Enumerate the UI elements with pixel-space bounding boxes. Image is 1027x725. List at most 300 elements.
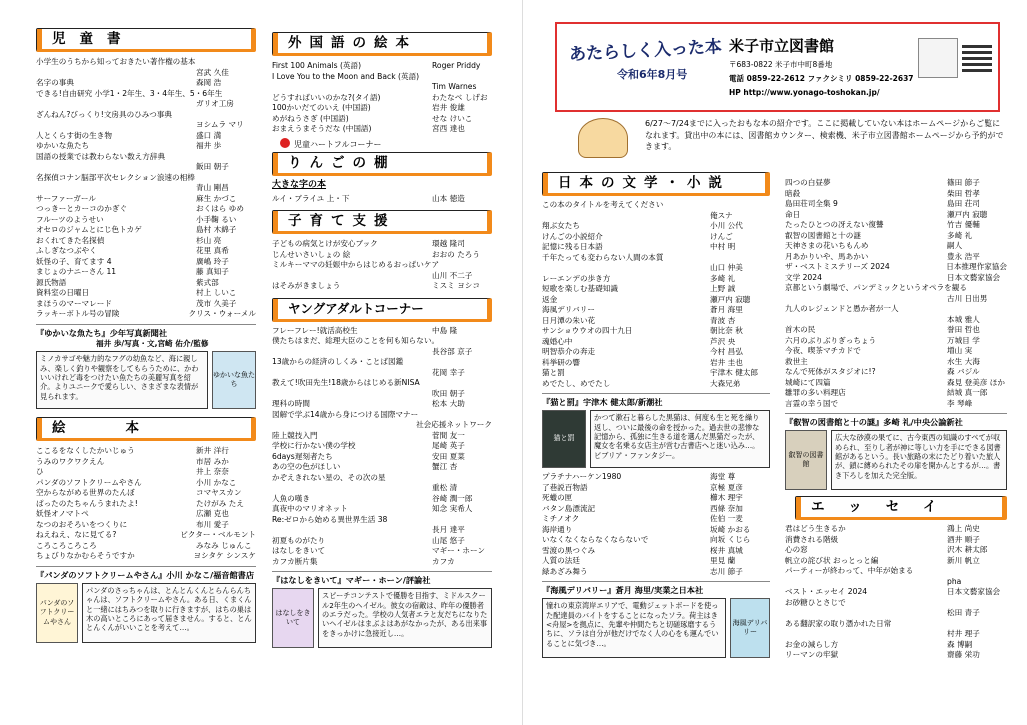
book-author: 豊永 浩平 [947, 251, 980, 261]
book-author: 山本 徳造 [432, 193, 465, 203]
book-author: 森 バジル [947, 367, 980, 376]
book-entry [272, 462, 492, 473]
book-title: ルイ・ブライユ 上・下 [272, 193, 350, 203]
section-header-jido [36, 28, 256, 52]
book-title: 人とくらす街の生き物 [36, 130, 112, 140]
book-title: 島田荘司全集 9 [785, 199, 838, 208]
book-entry [36, 141, 256, 152]
book-title: ゆかいな魚たち [36, 141, 90, 150]
book-title: 言霊の幸う国で [785, 398, 839, 408]
book-entry [272, 114, 492, 125]
book-author: 桜井 真城 [710, 545, 743, 555]
right-column-a [542, 172, 770, 658]
book-entry [785, 524, 1007, 535]
book-author: 飯田 朝子 [196, 162, 229, 171]
book-entry [785, 545, 1007, 556]
ringo-list [272, 194, 492, 205]
book-author: 麻生 かづこ [196, 193, 237, 203]
book-title: 緑あざみ舞う [542, 566, 588, 576]
book-entry [542, 483, 770, 494]
book-title: なつのおそろいをつくりに [36, 519, 128, 529]
section-title: エッセイ [811, 498, 961, 515]
feature-umikaze [542, 581, 770, 658]
book-title: 救世主 [785, 356, 808, 366]
book-author: 杉山 亮 [196, 235, 222, 245]
book-cover-image: はなしをきいて [272, 588, 314, 648]
book-title: 死蠟の匣 [542, 493, 573, 503]
book-title: はなしをきいて [272, 546, 326, 556]
book-author: 長谷部 京子 [432, 346, 473, 356]
feature-heading: 『叡智の図書館と十の謎』多崎 礼/中央公論新社 [785, 417, 963, 427]
book-author: 京極 夏彦 [710, 482, 743, 492]
book-entry [542, 263, 770, 274]
book-title: 首木の民 [785, 325, 816, 334]
book-entry [785, 189, 1007, 200]
book-title: なんで死体がスタジオに!? [785, 367, 876, 376]
book-entry [272, 103, 492, 114]
book-author: 廣嶋 玲子 [196, 256, 229, 266]
book-author: 紫式部 [196, 277, 219, 287]
book-title: 100かいだてのいえ (中国語) [272, 103, 371, 112]
book-author: 俺スナ [710, 210, 733, 220]
book-author: 古川 日出男 [947, 293, 988, 303]
book-title: けんごの小説紹介 [542, 231, 603, 241]
book-author: マギー・ホーン [432, 546, 486, 556]
feature-heading: 『はなしをきいて』マギー・ホーン/評論社 [272, 575, 431, 586]
book-title: 真夜中のマリオネット [272, 504, 348, 514]
book-title [785, 315, 947, 326]
book-entry [542, 379, 770, 390]
book-entry [785, 388, 1007, 399]
book-title [272, 271, 432, 282]
book-entry [36, 120, 256, 131]
feature-yukai [36, 324, 256, 410]
book-author: 櫛木 理宇 [710, 493, 743, 503]
book-author: けんご [710, 231, 733, 241]
bungaku-list-cont [542, 472, 770, 577]
book-author: 盛口 満 [196, 130, 222, 140]
book-entry [36, 225, 256, 236]
book-author: 志川 節子 [710, 566, 743, 576]
book-author: 環越 隆司 [432, 239, 465, 249]
book-author [196, 110, 256, 121]
book-author: 万城目 学 [947, 335, 980, 345]
book-entry [542, 514, 770, 525]
book-entry [36, 257, 256, 268]
ya-list [272, 326, 492, 568]
book-entry [36, 457, 256, 468]
book-title: はそみがきましょう [272, 281, 341, 291]
book-title: 了巷説百物語 [542, 482, 588, 492]
book-title: 日月潭の朱い花 [542, 315, 596, 325]
book-author: 西條 奈加 [710, 503, 743, 513]
book-entry [36, 215, 256, 226]
book-entry [36, 183, 256, 194]
page-fold [522, 0, 523, 725]
feature-heading: 『ゆかいな魚たち』少年写真新聞社 [36, 327, 168, 338]
book-author: 齋藤 栄功 [947, 650, 980, 660]
book-entry [272, 72, 492, 83]
book-entry [785, 283, 1007, 294]
book-title: 城崎にて四篇 [785, 377, 831, 387]
heartful-label: 児童ハートフルコーナー [294, 139, 382, 149]
book-author [196, 152, 256, 163]
book-author: 谷崎 潤一郎 [432, 493, 473, 503]
book-entry [272, 357, 492, 368]
book-entry [36, 551, 256, 562]
book-author: 沢木 耕太郎 [947, 545, 988, 555]
book-title: ふしぎなつぶやく [36, 246, 97, 255]
book-author: Tim Warnes [432, 82, 477, 91]
book-title: 九人のレジェンドと愚か者が一人 [785, 304, 899, 313]
book-title: 初夏ものがたり [272, 535, 326, 545]
book-entry [542, 221, 770, 232]
book-entry [272, 452, 492, 463]
newsletter-title: あたらしく入った本 [568, 37, 723, 65]
book-entry [542, 472, 770, 483]
book-entry [785, 210, 1007, 221]
book-entry [785, 367, 1007, 378]
book-entry [36, 57, 256, 68]
book-title: ある翻訳家の取り憑かれた日常 [785, 618, 892, 628]
book-title: バタン島漂流記 [542, 503, 596, 513]
book-entry [36, 162, 256, 173]
book-title: 文学 2024 [785, 272, 822, 282]
book-title: 京都という劇場で、パンデミックというオペラを観る [785, 283, 967, 292]
book-entry [36, 267, 256, 278]
book-entry [785, 556, 1007, 567]
middle-column [272, 32, 492, 648]
book-title: 命日 [785, 209, 801, 219]
book-entry [36, 446, 256, 457]
book-author: 柴田 哲孝 [947, 188, 980, 198]
book-title: 雛罪の多い料理店 [785, 388, 846, 397]
book-author [432, 410, 492, 421]
book-author [710, 200, 770, 211]
book-entry [785, 220, 1007, 231]
book-entry [272, 494, 492, 505]
book-entry [36, 131, 256, 142]
book-entry [36, 194, 256, 205]
book-author: 社会応援ネットワーク [416, 420, 492, 430]
book-entry [542, 493, 770, 504]
book-author: 山口 仲美 [710, 263, 743, 272]
book-entry [272, 410, 492, 421]
library-website[interactable]: HP http://www.yonago-toshokan.jp/ [729, 88, 880, 97]
book-author: おおの たろう [432, 249, 480, 259]
book-title: 天神さまの花いちもんめ [785, 241, 869, 250]
book-author: 中島 隆 [432, 325, 458, 335]
book-author: わたなべ しげお [432, 92, 488, 102]
essay-list [785, 524, 1007, 661]
book-title [272, 389, 432, 400]
book-entry [785, 650, 1007, 661]
book-author: ヨシムラ マリ [196, 120, 244, 129]
book-title: First 100 Animals (英語) [272, 61, 362, 70]
book-entry [272, 368, 492, 379]
book-entry [272, 250, 492, 261]
book-entry [785, 178, 1007, 189]
book-title: 科挙研の響 [542, 357, 580, 367]
book-title: 六月のぶりぶりぎっちょう [785, 335, 877, 345]
book-entry [272, 431, 492, 442]
feature-heading: 『海風デリバリー』蒼月 海里/実業之日本社 [542, 585, 704, 596]
book-title: 13歳からの経済のしくみ・ことば図鑑 [272, 357, 404, 367]
book-author: 新川 帆立 [947, 555, 980, 565]
book-title: 人魚の嘆き [272, 493, 310, 503]
section-header-ringo [272, 152, 492, 176]
library-name: 米子市立図書館 [729, 37, 835, 55]
book-title [272, 483, 432, 494]
book-entry [785, 399, 1007, 410]
book-author: 菅間 友一 [432, 430, 465, 440]
book-author: 長月 達平 [432, 525, 465, 535]
book-author: カフカ [432, 556, 455, 566]
book-title: プラチナハーケン1980 [542, 472, 622, 482]
book-entry [785, 315, 1007, 326]
book-author: 蒼月 海里 [710, 305, 743, 314]
book-title: 空からながめる世界のたんぼ [36, 488, 135, 498]
book-author: 小川 公代 [710, 221, 743, 230]
feature-text: パンダのさっちゃんは、とんとんくんとらんらんちゃんは、ソフトクリームやさん。ある日、くまくんと一緒にはちみつを取りに行きますが、はちの巣は木の高いところにあって届きません。すると、とんとんくんがいいことを考えて…。 [82, 583, 256, 643]
book-entry [272, 336, 492, 347]
library-phone: 電話 0859-22-2612 ファクシミリ 0859-22-2637 [729, 74, 914, 83]
section-header-ehon [36, 417, 256, 441]
book-title [785, 577, 947, 588]
newsletter-header [555, 22, 1000, 112]
book-author [967, 283, 1027, 294]
feature-neko [542, 393, 770, 468]
book-author: 日本文藝家協会 [947, 587, 1001, 597]
book-author: 青山 剛昌 [196, 183, 229, 192]
book-entry [36, 204, 256, 215]
book-title: まほうのマーマレード [36, 298, 112, 308]
book-author: 茂市 久美子 [196, 298, 237, 308]
book-title: 名字の事典 [36, 78, 74, 87]
book-title: リーマンの牢獄 [785, 650, 839, 660]
book-entry [36, 152, 256, 163]
book-title [785, 629, 947, 640]
book-entry [272, 546, 492, 557]
book-entry [785, 577, 1007, 588]
book-entry [272, 82, 492, 93]
book-entry [542, 535, 770, 546]
book-entry [272, 124, 492, 135]
book-title: 四つの白昼夢 [785, 178, 831, 187]
book-author [947, 598, 1007, 609]
book-entry [36, 110, 256, 121]
book-author: 村上 しいこ [196, 288, 237, 297]
book-entry [272, 378, 492, 389]
book-entry [785, 619, 1007, 630]
book-author: ミスミ ヨシコ [432, 281, 480, 291]
section-title: 子育て支援 [288, 212, 396, 229]
book-title: 学校に行かない僕の学校 [272, 441, 356, 451]
book-title: 6days遅刻者たち [272, 451, 333, 461]
book-entry [272, 525, 492, 536]
book-entry [542, 504, 770, 515]
book-entry [785, 598, 1007, 609]
book-title: サンショウウオの四十九日 [542, 326, 633, 335]
book-title: パーティーが終わって、中年が始まる [785, 566, 914, 576]
book-author: 森 博嗣 [947, 639, 973, 649]
book-title: 月あかりいや、馬あかい [785, 251, 869, 261]
book-title: 人質の法廷 [542, 556, 580, 566]
book-author [947, 566, 1007, 577]
book-cover-image: 猫と罰 [542, 410, 586, 468]
book-author: 青波 杏 [710, 315, 736, 325]
book-entry [272, 347, 492, 358]
book-entry [272, 260, 492, 271]
book-author [432, 72, 492, 83]
book-title: どうすればいいのかな?(タイ語) [272, 92, 381, 102]
section-header-kosodate [272, 210, 492, 234]
library-building-illustration [918, 38, 958, 78]
book-entry [785, 304, 1007, 315]
book-author: 山川 不二子 [432, 270, 473, 280]
book-entry [785, 294, 1007, 305]
ehon-list [36, 446, 256, 562]
book-author: 尾崎 英子 [432, 441, 465, 451]
book-author: 上野 誠 [710, 284, 736, 293]
book-title [785, 608, 947, 619]
book-title: おくれてきた名探偵 [36, 235, 105, 245]
book-entry [36, 467, 256, 478]
book-title: 猫と罰 [542, 368, 565, 377]
book-title: めがねうさぎ (中国語) [272, 113, 349, 123]
book-author: 里見 蘭 [710, 556, 736, 566]
book-entry [36, 78, 256, 89]
book-title: パンダのソフトクリームやさん [36, 477, 142, 487]
book-title: おまえうまそうだな (中国語) [272, 124, 372, 133]
book-author: 村井 理子 [947, 629, 980, 639]
book-entry [36, 499, 256, 510]
book-entry [36, 509, 256, 520]
book-title: 魂婚心中 [542, 336, 573, 346]
book-author: ガリオ工房 [196, 99, 234, 108]
book-entry [785, 252, 1007, 263]
book-title: 子どもの病気とけが安心ブック [272, 239, 378, 249]
book-entry [785, 566, 1007, 577]
book-title: 妖怪の子、育てます 4 [36, 256, 112, 266]
book-title: ベスト・エッセイ 2024 [785, 587, 868, 597]
book-entry [36, 246, 256, 257]
book-author: 芦沢 央 [710, 336, 736, 346]
section-header-gaikoku [272, 32, 492, 56]
book-title: たったひとつの冴えない復讐 [785, 220, 884, 229]
book-author: おくはら ゆめ [196, 204, 244, 213]
book-title: 資料室の日曜日 [36, 288, 90, 297]
book-title: 短歌を楽しむ基礎知識 [542, 284, 618, 293]
book-entry [272, 326, 492, 337]
book-author: 小川 かなこ [196, 477, 237, 487]
book-title: 千年たっても変わらない人間の本質 [542, 252, 664, 262]
book-entry [36, 488, 256, 499]
book-author: 中村 明 [710, 242, 736, 251]
book-author: 今村 昌弘 [710, 347, 743, 356]
book-entry [36, 520, 256, 531]
book-title: 君はどう生きるか [785, 524, 846, 534]
book-author [432, 378, 492, 389]
book-author: 本城 雅人 [947, 314, 980, 324]
book-entry [542, 546, 770, 557]
book-title [36, 99, 196, 110]
book-entry [542, 305, 770, 316]
book-title: 明智恭介の奔走 [542, 347, 596, 356]
children-illustration [578, 118, 628, 158]
book-entry [272, 420, 492, 431]
section-header-bungaku [542, 172, 770, 196]
gaikoku-list [272, 61, 492, 135]
book-author: 市居 みか [196, 456, 229, 466]
book-author: 多崎 礼 [947, 230, 973, 240]
section-header-ya [272, 298, 492, 322]
book-author: 森見 登美彦 ほか [947, 377, 1005, 387]
book-entry [36, 530, 256, 541]
book-title: ここるをなくしたかいじゅう [36, 446, 135, 456]
book-author: 蟹江 杏 [432, 462, 458, 472]
feature-hanashi [272, 571, 492, 648]
book-title: 図解で学ぶ14歳から身につける国際マナー [272, 409, 419, 419]
book-title: お金の減らし方 [785, 639, 839, 649]
book-author: 小手鞠 るい [196, 214, 237, 224]
book-title: ざんねん?びっくり!文房具のひみつ事典 [36, 109, 173, 119]
book-entry [785, 378, 1007, 389]
book-title [272, 420, 416, 431]
book-entry [272, 93, 492, 104]
book-author: 松本 大助 [432, 399, 465, 409]
book-title [785, 294, 947, 305]
book-author: 森岡 浩 [196, 78, 222, 87]
apple-icon [280, 138, 290, 148]
book-entry [785, 241, 1007, 252]
book-entry [785, 535, 1007, 546]
book-title: お砂糖ひとさじで [785, 597, 846, 607]
book-entry [542, 358, 770, 369]
book-entry [542, 211, 770, 222]
book-entry [272, 194, 492, 205]
book-title [272, 525, 432, 536]
book-author: 海堂 尊 [710, 472, 736, 482]
book-author: 竹吉 優輔 [947, 220, 980, 229]
book-cover-image: 海風デリバリー [730, 598, 770, 658]
book-title: 心の窓 [785, 545, 808, 555]
book-title: まじょのナニーさん 11 [36, 267, 117, 276]
book-author: 知念 実希人 [432, 504, 473, 514]
book-title: カフカ断片集 [272, 556, 318, 566]
book-author: 山尾 悠子 [432, 535, 465, 545]
book-cover-image: パンダのソフトクリームやさん [36, 583, 78, 643]
book-author: コマヤスカン [196, 488, 242, 498]
book-entry [36, 309, 256, 320]
book-title: ねえねえ、なに見てる? [36, 530, 117, 540]
book-entry [542, 295, 770, 306]
book-entry [272, 61, 492, 72]
qr-code-icon[interactable] [962, 42, 992, 72]
book-entry [542, 368, 770, 379]
book-entry [272, 536, 492, 547]
book-author: 向坂 くじら [710, 535, 751, 545]
book-title: レーエンデの歩き方 [542, 273, 611, 283]
book-title [272, 82, 432, 93]
book-title: 妖怪オノマトペ [36, 509, 89, 519]
book-author: ビクター・ベルモント [180, 530, 256, 540]
book-title: フレーフレー!就活高校生 [272, 325, 358, 335]
book-author: 誉田 哲也 [947, 325, 980, 334]
book-author: 花岡 幸子 [432, 367, 465, 377]
book-title: サーファーガール [36, 193, 96, 203]
book-entry [272, 504, 492, 515]
